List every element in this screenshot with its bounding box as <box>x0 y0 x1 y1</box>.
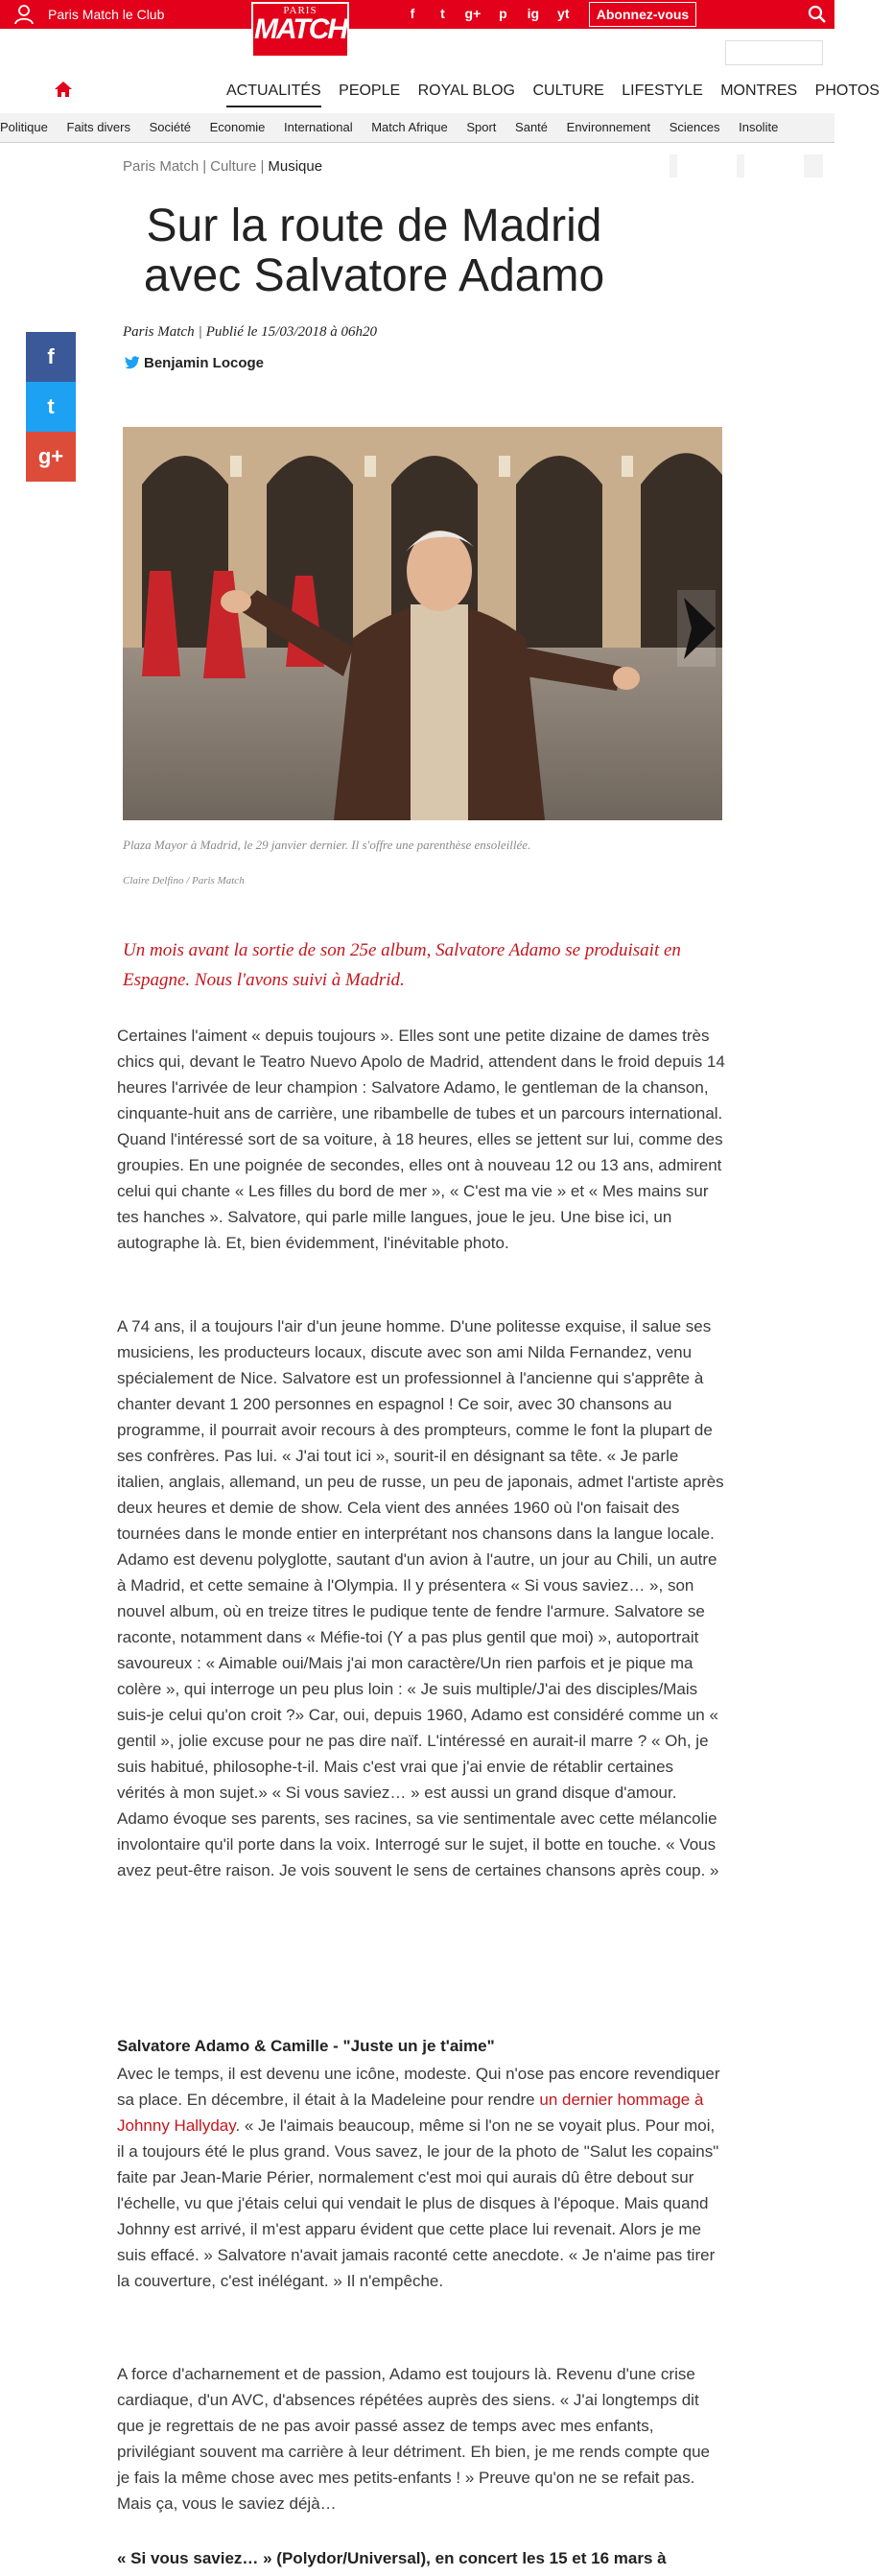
social-links <box>403 4 579 23</box>
nav-item-people[interactable]: PEOPLE <box>339 83 401 99</box>
article-paragraph-1: Certaines l'aiment « depuis toujours ». Elles sont une petite dizaine de dames très chics qui, devant le Teatro Nuevo Apolo de Madrid, attendent dans le froid depuis 14 heures l'arrivée de leur champion : Salvatore Adamo, le gentleman de la chanson, cinquante-huit ans de carrière, une ribambelle de tubes et un parcours international. Quand l'intéressé sort de sa voiture, à 18 heures, elles se jettent sur lui, comme des groupies. En une poignée de secondes, elles ont à nouveau 12 ou 13 ans, admirent celui qui chante « Les filles du bord de mer », « C'est ma vie » et « Mes mains sur tes hanches ». Salvatore, qui parle mille langues, joue le jeu. Une bise ici, un autographe là. Et, bien évidemment, l'inévitable photo. <box>117 1027 725 1252</box>
facebook-share-icon: f <box>47 344 55 368</box>
subscribe-button[interactable]: Abonnez-vous <box>589 2 696 27</box>
photo-credit: Claire Delfino / Paris Match <box>123 875 245 886</box>
main-nav <box>0 79 880 106</box>
pinterest-icon[interactable]: p <box>499 6 507 21</box>
twitter-share-icon: t <box>47 394 55 418</box>
paragraph-3-start: Avec le temps, il est devenu une icône, modeste. Qui n'ose pas encore revendiquer sa place. En décembre, il était à la Madeleine pour rendre <box>117 2065 720 2109</box>
breadcrumb-paris-match[interactable]: Paris Match <box>123 158 200 175</box>
club-link[interactable]: Paris Match le Club <box>48 7 165 22</box>
nav-item-culture[interactable]: CULTURE <box>532 83 604 99</box>
home-icon[interactable] <box>54 81 73 98</box>
article-lead: Un mois avant la sortie de son 25e album, Salvatore Adamo se produisait en Espagne. Nous l'avons suivi à Madrid. <box>123 940 681 990</box>
category-economie[interactable]: Economie <box>209 120 266 134</box>
category-international[interactable]: International <box>284 120 353 134</box>
tool-slot-2[interactable] <box>744 154 804 177</box>
category-societe[interactable]: Société <box>149 120 191 134</box>
nav-item-photos[interactable]: PHOTOS <box>814 83 880 99</box>
gallery-next-arrow[interactable] <box>677 590 716 667</box>
author[interactable] <box>125 355 264 371</box>
article-paragraph-4: A force d'acharnement et de passion, Adamo est toujours là. Revenu d'une crise cardiaque, d'un AVC, d'absences répétées auprès des siens. « J'ai longtemps dit que je regrettais de ne pas avoir passé assez de temps avec mes enfants, privilégiant souvent ma carrière à leur détriment. Eh bien, je me rends compte que je fais la même chose avec mes petits-enfants ! » Preuve qu'on ne se refait pas. Mais ça, vous le saviez déjà… <box>117 2365 710 2513</box>
author-name: Benjamin Locoge <box>144 355 265 371</box>
article-paragraph-2: A 74 ans, il a toujours l'air d'un jeune homme. D'une politesse exquise, il salue ses musiciens, les producteurs locaux, discute avec son ami Nilda Fernandez, venu spécialement de Nice. Salvatore est un professionnel à l'ancienne qui s'apprête à chanter devant 1 200 personnes en espagnol ! Ce soir, avec 30 chansons au programme, il pourrait avoir recours à des prompteurs, comme le font la plupart de ses confrères. Pas lui. « J'ai tout ici », sourit-il en désignant sa tête. « Je parle italien, anglais, allemand, un peu de russe, un peu de japonais, admet l'artiste après deux heures et demie de show. Cela vient des années 1960 où l'on faisait des tournées dans le monde entier en interprétant nos chansons dans la langue locale. Adamo est devenu polyglotte, sautant d'un avion à l'autre, un jour au Chili, un autre à Madrid, et cette semaine à l'Olympia. Il y présentera « Si vous saviez… », son nouvel album, où en treize titres le pudique tente de fendre l'armure. Salvatore se raconte, notamment dans « Méfie-toi (Y a pas plus gentil que moi) », autoportrait savoureux : « Aimable oui/Mais j'ai mon caractère/Un rien parfois et je pique ma colère », qui interroge un peu plus loin : « Je suis multiple/J'ai des disciples/Mais suis-je celui qu'on croit ?» Car, oui, depuis 1960, Adamo est considéré comme un « gentil », jolie excuse pour ne pas dire naïf. L'intéressé en aurait-il marre ? « Oh, je suis habitué, philosophe-t-il. Mais c'est vrai que j'ai envie de rétablir certaines vérités à mon sujet.» « Si vous saviez… » est aussi un grand disque d'amour. Adamo évoque ses parents, ses racines, sa vie sentimentale avec cette mélancolie involontaire qu'il porte dans la voix. Interrogé sur le sujet, il botte en touche. « Vous avez peut-être raison. Je vois souvent le sens de certaines chansons après coup. » <box>117 1317 724 1879</box>
category-nav <box>0 113 834 143</box>
category-match-afrique[interactable]: Match Afrique <box>371 120 448 134</box>
facebook-icon[interactable]: f <box>410 6 415 21</box>
nav-item-montres[interactable]: MONTRES <box>720 83 798 99</box>
share-facebook-button[interactable] <box>26 332 76 382</box>
google-plus-share-icon: g+ <box>37 444 64 468</box>
logo-top: PARIS <box>283 5 317 16</box>
article-title: Sur la route de Madrid avec Salvatore Adamo <box>143 201 605 301</box>
photo-illustration <box>123 427 722 820</box>
category-faits-divers[interactable]: Faits divers <box>66 120 130 134</box>
article-paragraph-3 <box>117 2061 725 2294</box>
top-bar <box>0 0 834 29</box>
category-politique[interactable]: Politique <box>0 120 48 134</box>
share-google-plus-button[interactable] <box>26 432 76 482</box>
category-sciences[interactable]: Sciences <box>669 120 720 134</box>
breadcrumb: Paris Match | Culture | Musique <box>123 158 323 175</box>
tool-slot-1[interactable] <box>677 154 737 177</box>
google-plus-icon[interactable]: g+ <box>464 6 482 21</box>
paragraph-3-end: . « Je l'aimais beaucoup, même si l'on ne se voyait plus. Pour moi, il a toujours été le plus grand. Vous savez, le jour de la photo de "Salut les copains" faite par Jean-Marie Périer, normalement c'est moi qui aurais dû être debout sur l'échelle, vu que j'étais celui qui vendait le plus de disques à l'époque. Mais quand Johnny est arrivé, il m'est apparu évident que cette place lui revenait. Alors je me suis effacé. » Salvatore n'avait jamais raconté cette anecdote. « Je n'aime pas tirer la couverture, c'est inélégant. » Il n'empêche. <box>117 2116 719 2290</box>
instagram-icon[interactable]: ig <box>527 6 540 21</box>
byline: Paris Match | Publié le 15/03/2018 à 06h20 <box>123 324 378 340</box>
category-sport[interactable]: Sport <box>466 120 497 134</box>
logo-bottom: MATCH <box>253 13 347 45</box>
search-input[interactable] <box>725 40 823 65</box>
user-icon[interactable] <box>13 4 35 25</box>
article-source: Paris Match <box>123 324 195 340</box>
site-logo[interactable] <box>251 2 349 58</box>
search-icon[interactable] <box>808 5 827 24</box>
category-environnement[interactable]: Environnement <box>566 120 651 134</box>
category-insolite[interactable]: Insolite <box>739 120 779 134</box>
article-tools <box>670 154 823 177</box>
category-sante[interactable]: Santé <box>515 120 549 134</box>
twitter-icon[interactable]: t <box>440 6 445 21</box>
youtube-icon[interactable]: yt <box>557 6 570 21</box>
nav-item-royal-blog[interactable]: ROYAL BLOG <box>417 83 515 99</box>
nav-item-lifestyle[interactable]: LIFESTYLE <box>622 83 703 99</box>
video-subheading: Salvatore Adamo & Camille - "Juste un je t'aime" <box>117 2037 495 2055</box>
album-info: « Si vous saviez… » (Polydor/Universal), en concert les 15 et 16 mars à <box>117 2549 667 2567</box>
twitter-bird-icon <box>125 356 140 369</box>
breadcrumb-musique[interactable]: Musique <box>268 158 323 175</box>
publish-date: Publié le 15/03/2018 à 06h20 <box>205 324 378 340</box>
share-twitter-button[interactable] <box>26 382 76 432</box>
nav-item-actualites[interactable]: ACTUALITÉS <box>226 83 321 107</box>
article-photo[interactable] <box>123 427 722 820</box>
johnny-hallyday-link[interactable]: un dernier hommage à Johnny Hallyday <box>117 2091 704 2135</box>
photo-caption: Plaza Mayor à Madrid, le 29 janvier dernier. Il s'offre une parenthèse ensoleillée. <box>123 838 531 852</box>
breadcrumb-culture[interactable]: Culture <box>210 158 257 175</box>
